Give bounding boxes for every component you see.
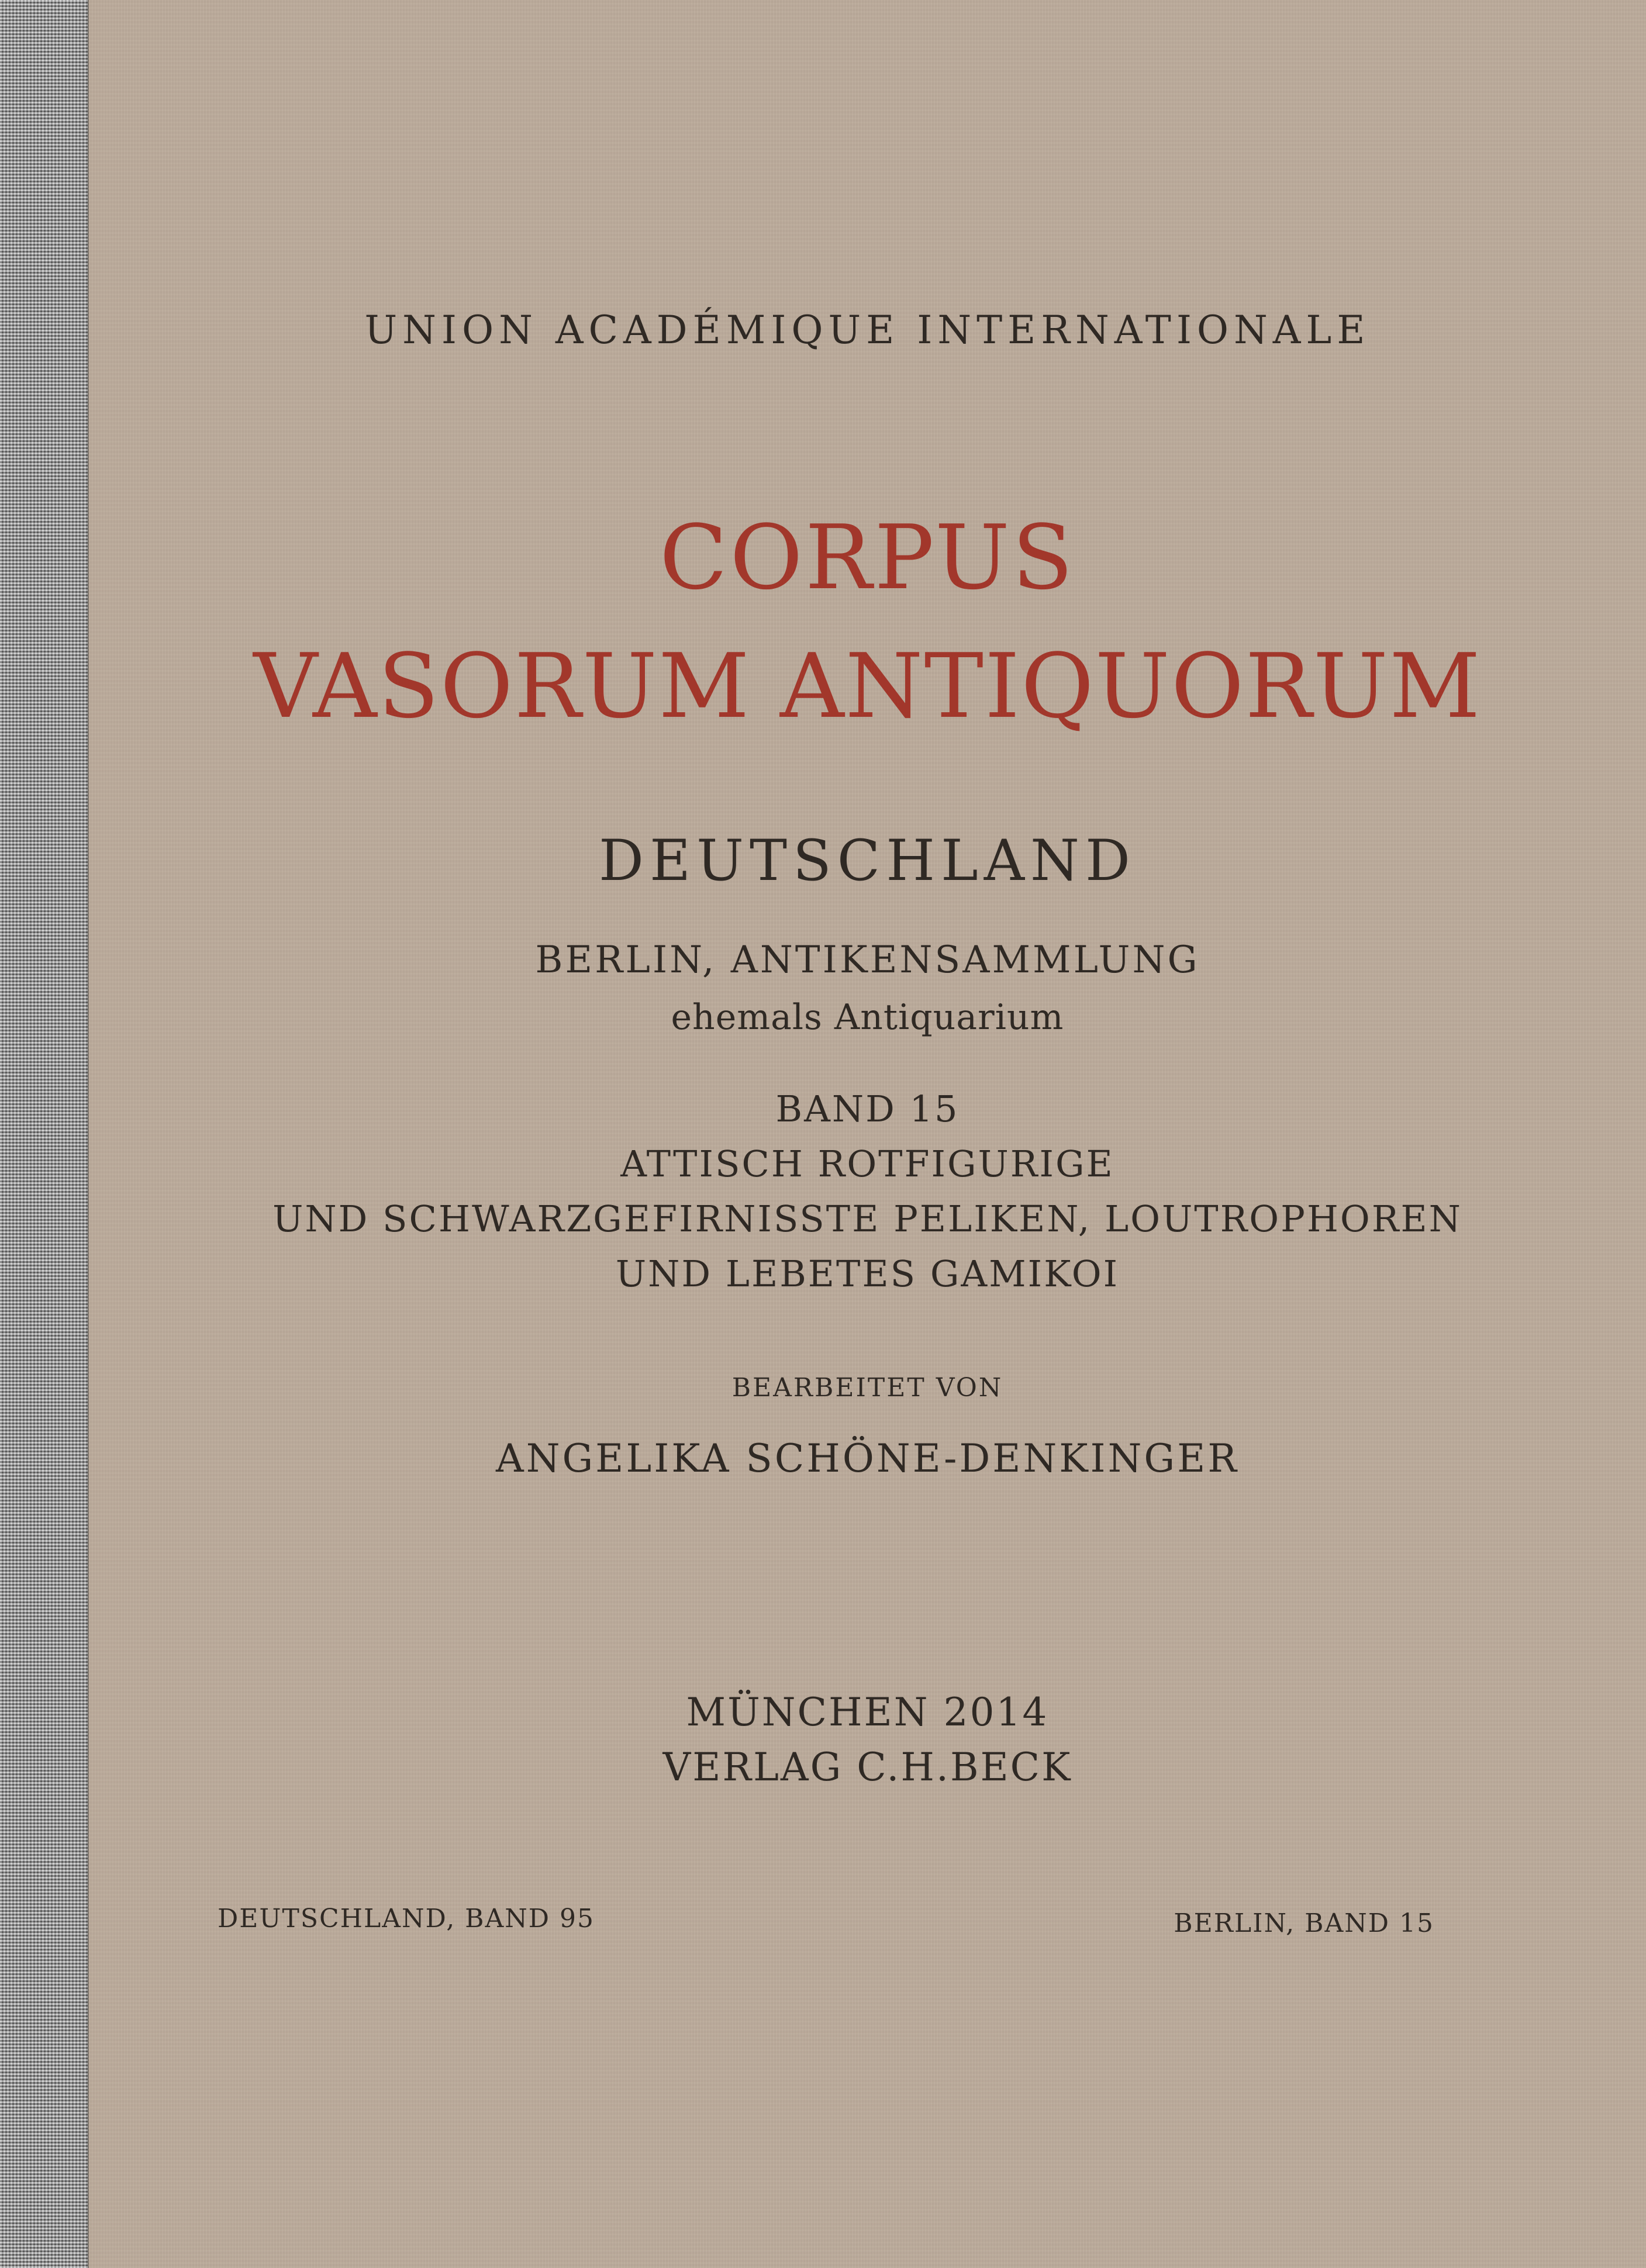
- title-line-1: CORPUS: [659, 506, 1076, 609]
- series-number-right: BERLIN, BAND 15: [1174, 1908, 1434, 1938]
- book-spine-cloth: [0, 0, 89, 2268]
- subject-line-1: ATTISCH ROTFIGURIGE: [620, 1142, 1114, 1185]
- title-line-2: VASORUM ANTIQUORUM: [253, 634, 1482, 738]
- place-year: MÜNCHEN 2014: [686, 1690, 1049, 1735]
- series-number-left: DEUTSCHLAND, BAND 95: [218, 1904, 595, 1934]
- publisher-name: VERLAG C.H.BECK: [662, 1745, 1072, 1790]
- volume-number: BAND 15: [775, 1088, 960, 1130]
- collection-former-name: ehemals Antiquarium: [671, 997, 1064, 1038]
- country-heading: DEUTSCHLAND: [599, 828, 1136, 893]
- collection-name: BERLIN, ANTIKENSAMMLUNG: [535, 938, 1200, 982]
- author-name: ANGELIKA SCHÖNE-DENKINGER: [496, 1436, 1239, 1481]
- book-cover: [89, 0, 1646, 2268]
- edited-by-label: BEARBEITET VON: [731, 1373, 1003, 1403]
- subject-line-3: UND LEBETES GAMIKOI: [615, 1252, 1120, 1295]
- publisher-org: UNION ACADÉMIQUE INTERNATIONALE: [364, 308, 1371, 353]
- subject-line-2: UND SCHWARZGEFIRNISSTE PELIKEN, LOUTROPHOREN: [272, 1197, 1462, 1240]
